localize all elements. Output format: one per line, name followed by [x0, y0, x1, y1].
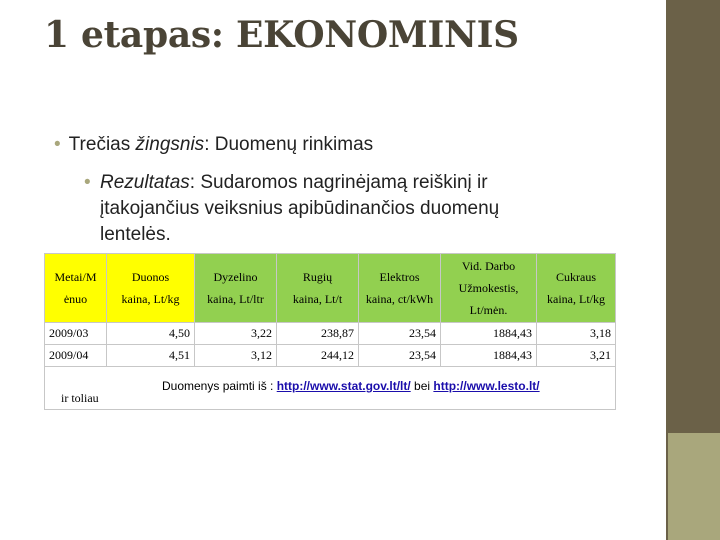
header-cell-bread — [107, 254, 195, 323]
table-cell: 23,54 — [359, 345, 441, 367]
sidebar-accent-light — [666, 433, 720, 540]
slide-title: 1 etapas: EKONOMINIS — [44, 14, 519, 56]
data-table — [44, 253, 615, 414]
bullet-step — [54, 134, 373, 156]
table-cell: 3,22 — [195, 323, 277, 345]
table-cell: 4,51 — [107, 345, 195, 367]
table-cell: 3,12 — [195, 345, 277, 367]
footer-more-label: ir toliau — [61, 391, 99, 405]
header-text: kaina, Lt/ltr — [207, 292, 264, 306]
table-cell: 2009/04 — [45, 345, 107, 367]
bullet-result-line3: lentelės. — [100, 224, 171, 245]
table-row — [45, 345, 616, 367]
bullet-result — [84, 170, 580, 248]
header-text: Lt/mėn. — [469, 303, 508, 317]
table-cell: 244,12 — [277, 345, 359, 367]
header-text: Metai/M — [54, 270, 97, 284]
table-cell: 3,18 — [537, 323, 616, 345]
bullet-result-line2: įtakojančius veiksnius apibūdinančios duomenų — [100, 198, 500, 219]
table-row — [45, 323, 616, 345]
table-cell: 2009/03 — [45, 323, 107, 345]
table-cell: 238,87 — [277, 323, 359, 345]
table-cell: 4,50 — [107, 323, 195, 345]
header-text: Duonos — [131, 270, 170, 284]
header-cell-electricity — [359, 254, 441, 323]
bullet-result-line1 — [100, 172, 488, 193]
header-text: kaina, Lt/kg — [547, 292, 605, 306]
source-link-lesto[interactable]: http://www.lesto.lt/ — [433, 379, 540, 393]
header-cell-salary — [441, 254, 537, 323]
bullet-result-text1: : Sudaromos nagrinėjamą reiškinį ir — [189, 172, 488, 193]
header-text: Elektros — [379, 270, 420, 284]
bullet-icon: • — [54, 134, 61, 155]
sidebar-divider — [666, 433, 668, 540]
table-cell: 3,21 — [537, 345, 616, 367]
source-note — [162, 379, 540, 393]
source-mid: bei — [410, 379, 434, 393]
header-cell-diesel — [195, 254, 277, 323]
header-text: Vid. Darbo — [461, 259, 516, 273]
source-link-stat[interactable]: http://www.stat.gov.lt/lt/ — [276, 379, 411, 393]
bullet-step-rest: : Duomenų rinkimas — [204, 134, 374, 155]
header-text: Užmokestis, — [458, 281, 519, 295]
header-text: Cukraus — [556, 270, 596, 284]
table-header-row — [45, 254, 616, 323]
header-text: Dyzelino — [213, 270, 258, 284]
header-text: kaina, Lt/t — [292, 292, 343, 306]
table-cell: 23,54 — [359, 323, 441, 345]
header-text: kaina, ct/kWh — [365, 292, 434, 306]
sidebar-accent-dark — [666, 0, 720, 433]
header-text: kaina, Lt/kg — [121, 292, 180, 306]
table-cell: 1884,43 — [441, 345, 537, 367]
header-cell-rye — [277, 254, 359, 323]
bullet-step-prefix: Trečias — [68, 134, 136, 155]
header-cell-sugar — [537, 254, 616, 323]
bullet-result-italic: Rezultatas — [100, 172, 190, 193]
source-prefix: Duomenys paimti iš : — [162, 379, 277, 393]
header-text: ėnuo — [63, 292, 88, 306]
table-cell: 1884,43 — [441, 323, 537, 345]
bullet-step-italic: žingsnis — [135, 134, 205, 155]
bullet-icon: • — [84, 172, 91, 193]
header-cell-year-month — [45, 254, 107, 323]
header-text: Rugių — [302, 270, 333, 284]
